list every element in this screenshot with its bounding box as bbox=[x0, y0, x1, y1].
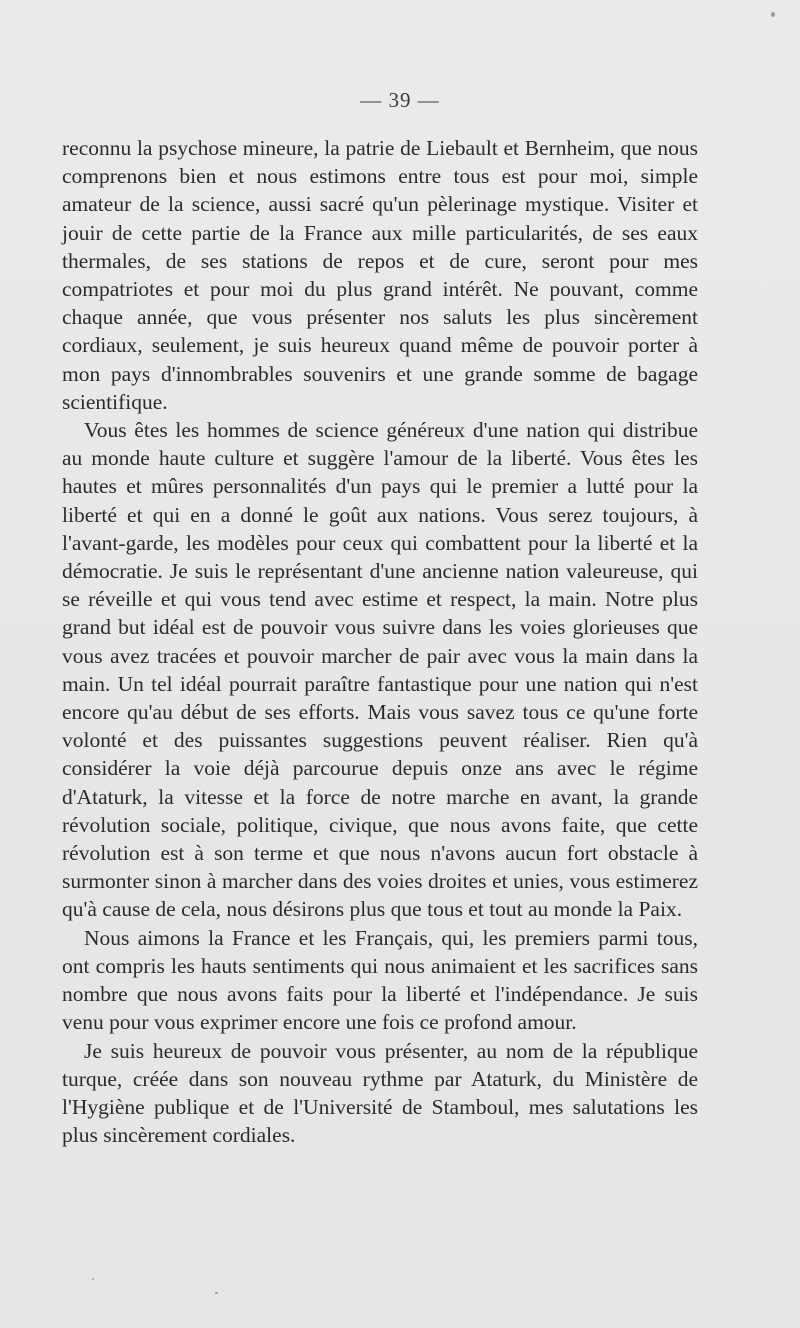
paragraph-4: Je suis heureux de pouvoir vous présenter, au nom de la république turque, créée dans son nouveau rythme par Ataturk, du Ministère de l'Hygiène publique et de l'Université de Stamboul, mes salutations les plus sincèrement cordiales. bbox=[62, 1038, 698, 1148]
body-text bbox=[62, 134, 698, 1149]
paragraph-2: Vous êtes les hommes de science généreux d'une nation qui distribue au monde haute culture et suggère l'amour de la liberté. Vous êtes les hautes et mûres personnalités d'un pays qui le premier a lutté pour la liberté et qui en a donné le goût aux nations. Vous serez toujours, à l'avant-garde, les modèles pour ceux qui combattent pour la liberté et la démocratie. Je suis le représentant d'une ancienne nation valeureuse, qui se réveille et qui vous tend avec estime et respect, la main. Notre plus grand but idéal est de pouvoir vous suivre dans les voies glorieuses que vous avez tracées et pouvoir marcher de pair avec vous la main dans la main. Un tel idéal pourrait paraître fantastique pour une nation qui n'est encore qu'au début de ses efforts. Mais vous savez tous ce qu'une forte volonté et des puissantes suggestions peuvent réaliser. Rien qu'à considérer la voie déjà parcourue depuis onze ans avec le régime d'Ataturk, la vitesse et la force de notre marche en avant, la grande révolution sociale, politique, civique, que nous avons faite, que cette révolution est à son terme et que nous n'avons aucun fort obstacle à surmonter sinon à marcher dans des voies droites et unies, vous estimerez qu'à cause de cela, nous désirons plus que tous et tout au monde la Paix. bbox=[62, 418, 698, 922]
paragraph-3: Nous aimons la France et les Français, qui, les premiers parmi tous, ont compris les hauts sentiments qui nous animaient et les sacrifices sans nombre que nous avons faits pour la liberté et l'indépendance. Je suis venu pour vous exprimer encore une fois ce profond amour. bbox=[62, 925, 698, 1035]
paper-speck bbox=[771, 12, 775, 17]
paragraph-1: reconnu la psychose mineure, la patrie de Liebault et Bernheim, que nous comprenons bien et nous estimons entre tous est pour moi, simple amateur de la science, aussi sacré qu'un pèlerinage mystique. Visiter et jouir de cette partie de la France aux mille particularités, de ses eaux thermales, de ses stations de repos et de cure, seront pour mes compatriotes et pour moi du plus grand intérêt. Ne pouvant, comme chaque année, que vous présenter nos saluts les plus sincèrement cordiaux, seulement, je suis heureux quand même de pouvoir porter à mon pays d'innombrables souvenirs et une grande somme de bagage scientifique. bbox=[62, 136, 698, 414]
paper-speck bbox=[92, 1278, 94, 1280]
paper-speck bbox=[215, 1292, 218, 1294]
page-number: — 39 — bbox=[360, 88, 440, 112]
